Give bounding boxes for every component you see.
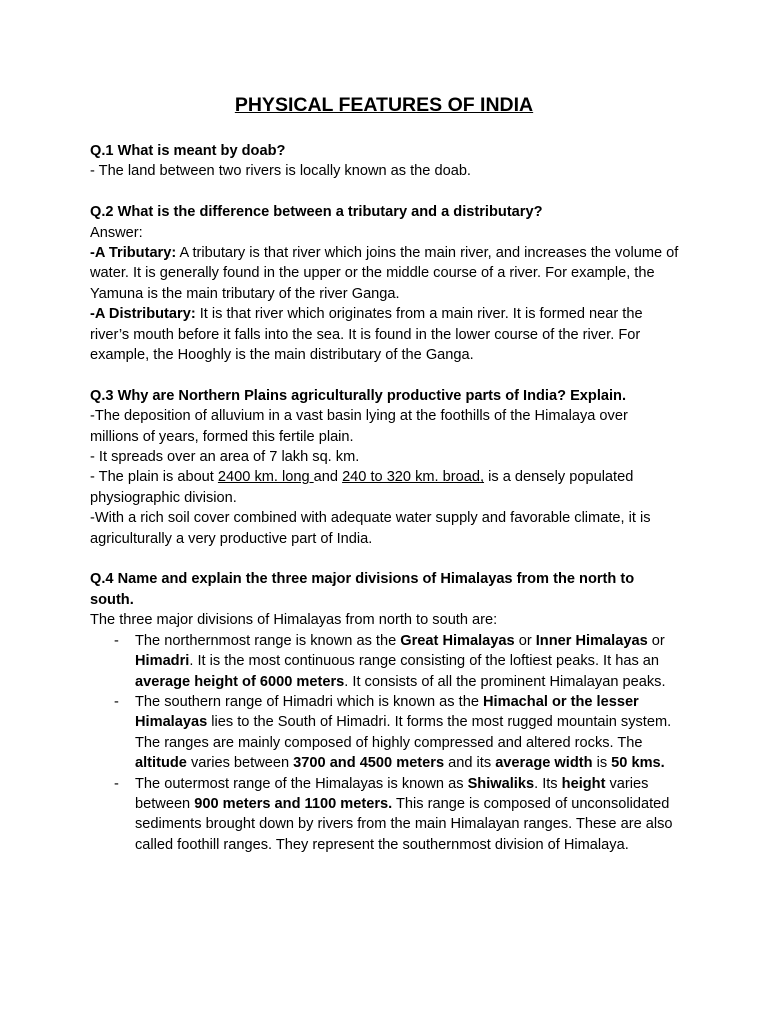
item-1-bold: average height of 6000 meters xyxy=(135,673,345,690)
himalaya-divisions-list xyxy=(90,631,680,855)
tributary-text: A tributary is that river which joins the main river, and increases the volume of water. It is generally found in the upper or the middle course of a river. For example, the Yamuna is the main tributary of the river Ganga. xyxy=(90,245,679,302)
question-block-1 xyxy=(90,141,680,182)
item-1-text: . It is the most continuous range consisting of the loftiest peaks. It has an xyxy=(189,653,660,670)
question-4-heading: Q.4 Name and explain the three major divisions of Himalayas from the north to south. xyxy=(90,571,635,608)
item-2-bold: average width xyxy=(495,755,593,772)
item-3-bold: Shiwaliks xyxy=(467,775,535,792)
distributary-term: -A Distributary: xyxy=(90,306,196,323)
list-bullet: - xyxy=(114,632,119,649)
item-1-text: The northernmost range is known as the xyxy=(135,632,401,649)
question-3-heading: Q.3 Why are Northern Plains agriculturally productive parts of India? Explain. xyxy=(90,387,627,404)
q4-intro: The three major divisions of Himalayas from north to south are: xyxy=(90,612,498,629)
distributary-text: It is that river which originates from a main river. It is formed near the river’s mouth before it falls into the sea. It is found in the lower course of the river. For example, the Hooghly is the main distributary of the Ganga. xyxy=(90,306,643,364)
item-2-bold: 50 kms. xyxy=(611,755,665,772)
item-3-text: varies between xyxy=(135,775,649,812)
q3-line-1: -The deposition of alluvium in a vast basin lying at the foothills of the Himalaya over millions of years, formed this fertile plain. xyxy=(90,408,628,445)
item-2-bold: Himachal or the lesser Himalayas xyxy=(135,693,639,731)
list-item-great-himalayas xyxy=(90,631,680,692)
plain-length: 2400 km. long xyxy=(217,469,314,486)
document-body xyxy=(90,141,680,855)
q3-line-3-text: - The plain is about xyxy=(90,469,218,486)
item-1-bold: Great Himalayas xyxy=(400,632,515,649)
item-3-text: This range is composed of unconsolidated sediments brought down by rivers from the main Himalayan ranges. These are also called foothill ranges. They represent the southernmost division of Himalaya. xyxy=(135,795,673,853)
question-block-3 xyxy=(90,386,680,549)
tributary-definition xyxy=(90,243,680,304)
question-block-4 xyxy=(90,569,680,855)
page-title: PHYSICAL FEATURES OF INDIA xyxy=(234,94,534,116)
question-block-2 xyxy=(90,202,680,365)
item-3-bold: height xyxy=(561,775,606,792)
item-1-text: or xyxy=(647,632,665,649)
question-2-heading: Q.2 What is the difference between a tributary and a distributary? xyxy=(90,204,543,221)
item-2-text: The southern range of Himadri which is known as the xyxy=(135,693,483,710)
item-1-text: or xyxy=(514,632,536,649)
item-1-text: . It consists of all the prominent Himalayan peaks. xyxy=(344,673,666,690)
item-2-text: and its xyxy=(444,755,496,772)
item-1-bold: Himadri xyxy=(135,653,190,670)
list-bullet: - xyxy=(114,693,119,710)
question-1-heading: Q.1 What is meant by doab? xyxy=(90,143,286,159)
q3-line-3 xyxy=(90,467,680,508)
q3-line-4: -With a rich soil cover combined with adequate water supply and favorable climate, it is agriculturally a very productive part of India. xyxy=(90,510,651,547)
list-bullet: - xyxy=(114,775,119,792)
tributary-term: -A Tributary: xyxy=(90,245,177,262)
list-item-lesser-himalayas xyxy=(90,692,680,774)
q3-line-2: - It spreads over an area of 7 lakh sq. km. xyxy=(90,449,360,466)
q3-line-3-and: and xyxy=(313,469,343,486)
q3-line-3-rest: is a densely populated physiographic division. xyxy=(90,469,634,506)
item-3-bold: 900 meters and 1100 meters. xyxy=(194,795,393,812)
item-2-bold: 3700 and 4500 meters xyxy=(293,755,445,772)
item-2-text: is xyxy=(592,755,612,772)
list-item-shiwaliks xyxy=(90,774,680,856)
item-1-bold: Inner Himalayas xyxy=(535,632,648,649)
item-3-text: The outermost range of the Himalayas is known as xyxy=(135,775,468,792)
item-3-text: . Its xyxy=(534,775,562,792)
plain-breadth: 240 to 320 km. broad, xyxy=(342,469,485,486)
answer-label: Answer: xyxy=(90,224,143,241)
item-2-text: varies between xyxy=(186,755,294,772)
item-2-text: lies to the South of Himadri. It forms the most rugged mountain system. The ranges are mainly composed of highly compressed and altered rocks. The xyxy=(135,714,672,751)
item-2-bold: altitude xyxy=(135,755,187,772)
distributary-definition xyxy=(90,304,680,365)
question-1-answer: - The land between two rivers is locally known as the doab. xyxy=(90,163,471,180)
